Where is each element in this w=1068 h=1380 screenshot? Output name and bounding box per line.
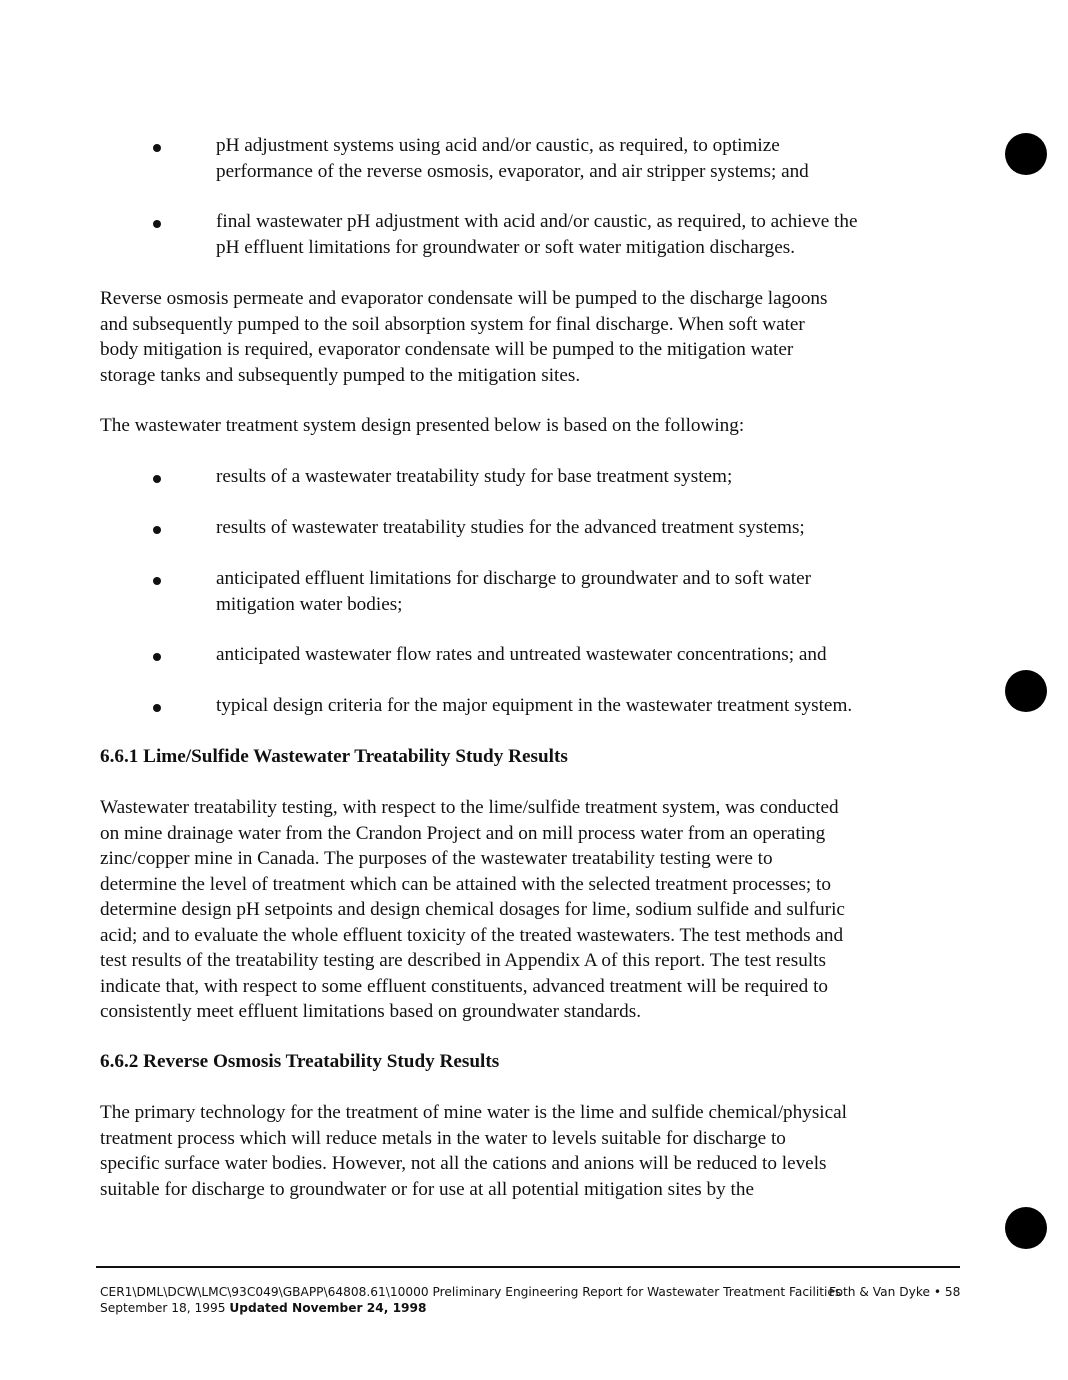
- section-heading-6-6-2: 6.6.2 Reverse Osmosis Treatability Study Results: [100, 1051, 500, 1072]
- bullet-icon: [153, 526, 161, 534]
- bullet-icon: [153, 220, 161, 228]
- footer-updated-date: Updated November 24, 1998: [229, 1301, 427, 1315]
- paragraph-permeate-discharge: Reverse osmosis permeate and evaporator condensate will be pumped to the discharge lagoons and subsequently pumped to the soil absorption system for final discharge. When soft water body mitigation is required, evaporator condensate will be pumped to the mitigation water storage tanks and subsequently pumped to the mitigation sites.: [100, 288, 828, 386]
- bullet-icon: [153, 144, 161, 152]
- footer-divider: [96, 1266, 960, 1268]
- bullet-item-ph-adjustment: pH adjustment systems using acid and/or caustic, as required, to optimize performance of the reverse osmosis, evaporator, and air stripper systems; and: [216, 135, 809, 182]
- footer-firm-page-number: Foth & Van Dyke • 58: [829, 1285, 961, 1299]
- bullet-item-basis: anticipated effluent limitations for discharge to groundwater and to soft water mitigation water bodies;: [216, 568, 811, 615]
- punch-hole-middle: [1005, 670, 1047, 712]
- paragraph-design-basis-intro: The wastewater treatment system design presented below is based on the following:: [100, 415, 745, 436]
- section-heading-6-6-1: 6.6.1 Lime/Sulfide Wastewater Treatability Study Results: [100, 746, 568, 767]
- footer-dates: [100, 1300, 427, 1316]
- bullet-icon: [153, 704, 161, 712]
- paragraph-lime-sulfide-results: Wastewater treatability testing, with respect to the lime/sulfide treatment system, was conducted on mine drainage water from the Crandon Project and on mill process water from an operating zinc/copper mine in Canada. The purposes of the wastewater treatability testing were to determine the level of treatment which can be attained with the selected treatment processes; to determine design pH setpoints and design chemical dosages for lime, sodium sulfide and sulfuric acid; and to evaluate the whole effluent toxicity of the treated wastewaters. The test methods and test results of the treatability testing are described in Appendix A of this report. The test results indicate that, with respect to some effluent constituents, advanced treatment will be required to consistently meet effluent limitations based on groundwater standards.: [100, 797, 845, 1022]
- punch-hole-bottom: [1005, 1207, 1047, 1249]
- bullet-icon: [153, 577, 161, 585]
- bullet-item-basis: typical design criteria for the major equipment in the wastewater treatment system.: [216, 695, 853, 716]
- footer-original-date: September 18, 1995: [100, 1301, 226, 1315]
- punch-hole-top: [1005, 133, 1047, 175]
- bullet-item-basis: anticipated wastewater flow rates and untreated wastewater concentrations; and: [216, 644, 827, 665]
- bullet-item-basis: results of wastewater treatability studies for the advanced treatment systems;: [216, 517, 805, 538]
- bullet-icon: [153, 475, 161, 483]
- paragraph-reverse-osmosis-results: The primary technology for the treatment of mine water is the lime and sulfide chemical/physical treatment process which will reduce metals in the water to levels suitable for discharge to specific surface water bodies. However, not all the cations and anions will be reduced to levels suitable for discharge to groundwater or for use at all potential mitigation sites by the: [100, 1102, 847, 1200]
- bullet-icon: [153, 653, 161, 661]
- bullet-item-final-ph: final wastewater pH adjustment with acid and/or caustic, as required, to achieve the pH effluent limitations for groundwater or soft water mitigation discharges.: [216, 211, 858, 258]
- bullet-item-basis: results of a wastewater treatability study for base treatment system;: [216, 466, 733, 487]
- footer-document-path: CER1\DML\DCW\LMC\93C049\GBAPP\64808.61\10000 Preliminary Engineering Report for Wastewater Treatment Facilities: [100, 1285, 842, 1299]
